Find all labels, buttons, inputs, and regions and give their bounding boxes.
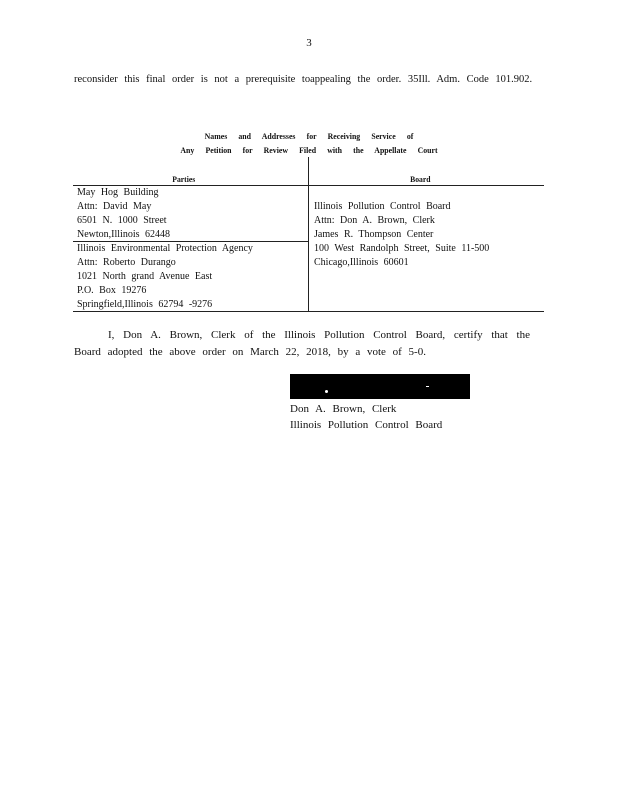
address-line: James R. Thompson Center (314, 229, 434, 240)
page-number: 3 (306, 37, 312, 49)
signer-block (290, 401, 442, 433)
service-address-table (73, 157, 544, 312)
board-address (314, 200, 489, 270)
signature-mark (325, 390, 328, 393)
signer-name-title: Don A. Brown, Clerk (290, 403, 397, 415)
certification-statement: I, Don A. Brown, Clerk of the Illinois Pollution Control Board, certify that the Board adopted the above order on March 22, 2018, by a vote of 5-0. (74, 329, 530, 358)
address-line: P.O. Box 19276 (77, 285, 147, 296)
paragraph-appeal-note: reconsider this final order is not a prerequisite toappealing the order. 35Ill. Adm. Code 101.902. (74, 74, 533, 85)
column-header-board: Board (410, 174, 431, 184)
address-line: Springfield,Illinois 62794 -9276 (77, 299, 213, 310)
party-address-may-hog (77, 186, 170, 242)
table-column-divider (308, 157, 309, 312)
party-address-iepa (77, 242, 253, 312)
address-line: Illinois Environmental Protection Agency (77, 243, 253, 254)
redacted-signature (290, 374, 470, 399)
service-heading-line2: Any Petition for Review Filed with the Appellate Court (180, 145, 438, 155)
address-line: 100 West Randolph Street, Suite 11-500 (314, 243, 490, 254)
address-line: Attn: David May (77, 201, 152, 212)
signature-mark (426, 386, 429, 387)
address-line: Chicago,Illinois 60601 (314, 257, 409, 268)
address-line: Illinois Pollution Control Board (314, 201, 451, 212)
address-line: Newton,Illinois 62448 (77, 229, 170, 240)
address-line: Attn: Don A. Brown, Clerk (314, 215, 435, 226)
address-line: 1021 North grand Avenue East (77, 271, 213, 282)
address-line: 6501 N. 1000 Street (77, 215, 167, 226)
address-line: May Hog Building (77, 187, 159, 198)
service-heading-line1: Names and Addresses for Receiving Service of (204, 131, 414, 141)
signer-organization: Illinois Pollution Control Board (290, 419, 443, 431)
address-line: Attn: Roberto Durango (77, 257, 176, 268)
column-header-parties: Parties (172, 174, 196, 184)
